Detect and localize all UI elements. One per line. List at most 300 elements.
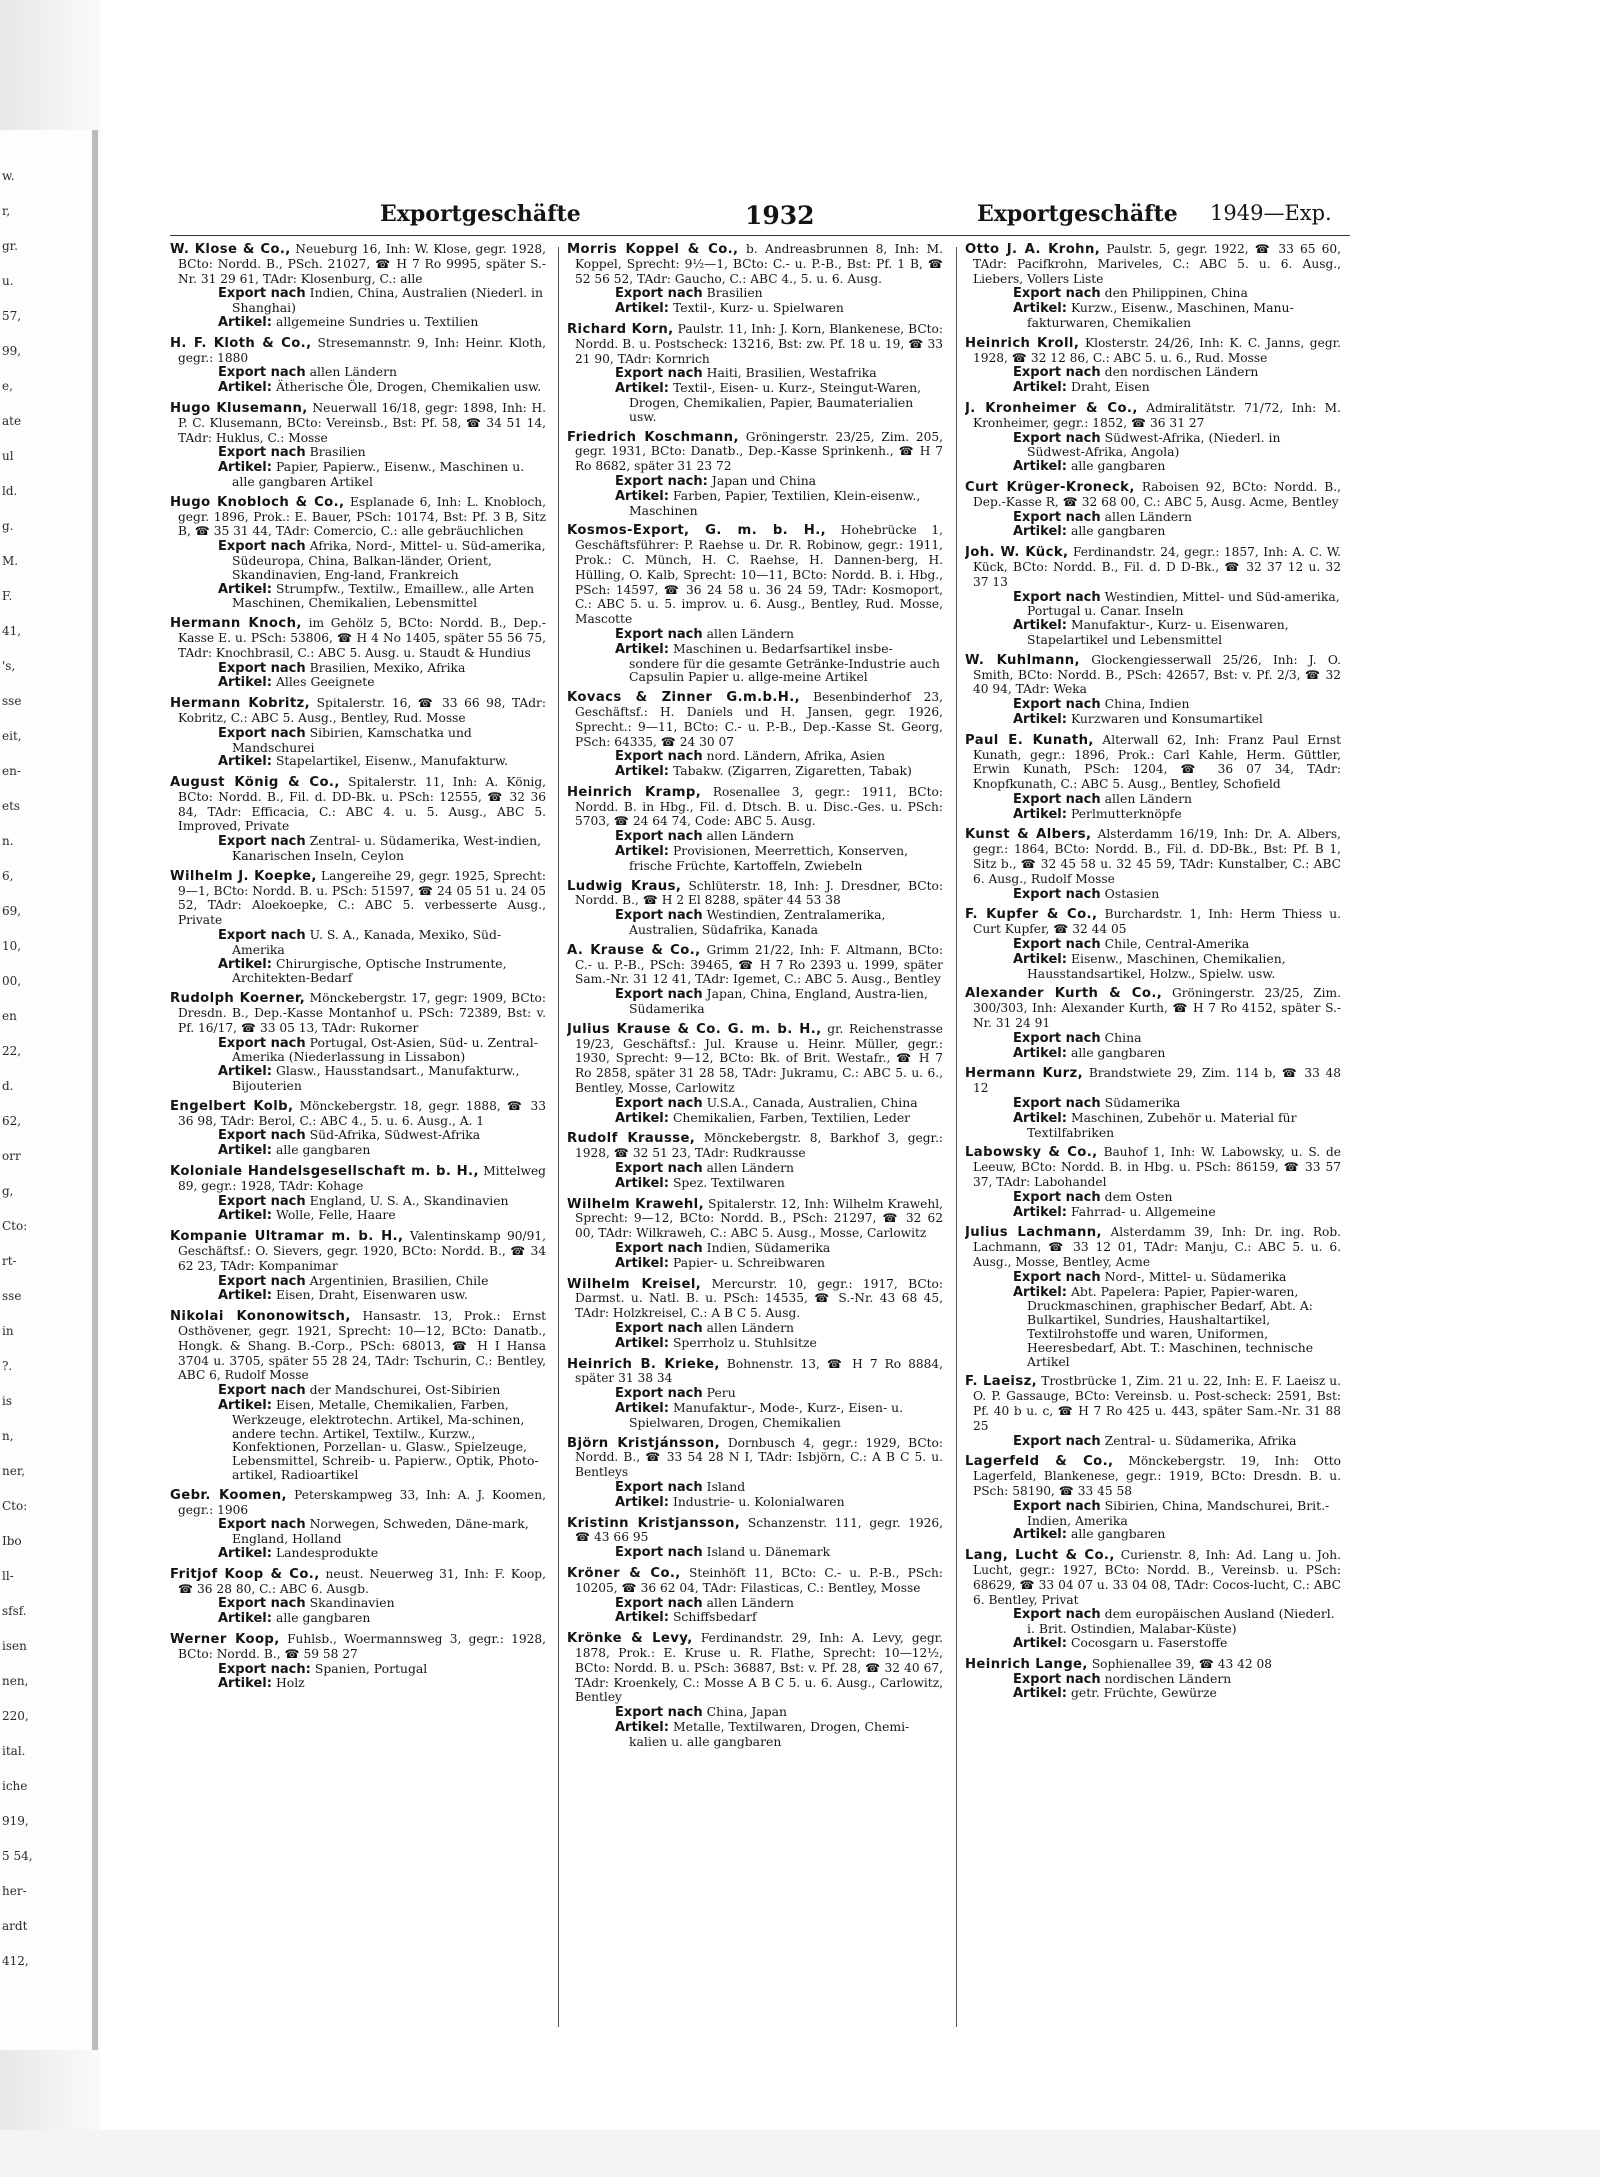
entry-line: [170, 1064, 546, 1093]
entry-heading: [170, 1099, 546, 1129]
line-text: Farben, Papier, Textilien, Klein-eisenw., Maschinen: [629, 487, 921, 518]
company-details: gr. Reichenstrasse 19/23, Geschäftsf.: Jul. Krause u. Heinr. Müller, gegr.: 1930, Sprecht: 9—12, BCto: Bk. of Brit. Westafr., ☎ H 7 Ro 2858, später 31 28 58, TAdr: Jukramu, C.: ABC 5. u. 6., Bentley, Mosse, Carlowitz: [575, 1021, 943, 1096]
line-label: Export nach: [1013, 430, 1101, 446]
company-details: Raboisen 92, BCto: Nordd. B., Dep.-Kasse R, ☎ 32 68 00, C.: ABC 5, Ausg. Acme, Bentley: [973, 479, 1341, 509]
line-label: Export nach: [218, 365, 306, 381]
company-name: Heinrich Kramp,: [567, 784, 702, 800]
line-label: Export nach: [615, 286, 703, 302]
prev-page-fragment: 220,: [2, 1709, 29, 1723]
entry-heading: [170, 869, 546, 928]
prev-page-fragment: ets: [2, 799, 21, 813]
line-label: Artikel:: [1013, 524, 1067, 540]
company-entry: [965, 1548, 1341, 1651]
line-label: Artikel:: [218, 1676, 272, 1692]
entry-line: [965, 952, 1341, 981]
prev-page-fragment: en: [2, 1009, 17, 1023]
company-details: Trostbrücke 1, Zim. 21 u. 22, Inh: E. F. Laeisz u. O. P. Gassauge, BCto: Vereinsb. u. Post-scheck: 2591, Bst: Pf. 40 b u. c, ☎ H 7 Ro 425 u. 443, später Sam.-Nr. 31 88 25: [973, 1374, 1341, 1433]
company-details: Schanzenstr. 111, gegr. 1926, ☎ 43 66 95: [575, 1515, 943, 1545]
prev-page-fragment: 412,: [2, 1954, 29, 1968]
entry-line: [567, 1480, 943, 1495]
entry-line: [965, 1636, 1341, 1651]
company-details: Rosenallee 3, gegr.: 1911, BCto: Nordd. B. in Hbg., Fil. d. Dtsch. B. u. Disc.-Ges. u. PSch: 5703, ☎ 24 64 74, Code: ABC 5. Ausg.: [575, 784, 943, 829]
entry-line: [965, 1607, 1341, 1636]
company-entry: [170, 1309, 546, 1482]
line-label: Artikel:: [615, 844, 669, 860]
entry-line: [567, 1610, 943, 1625]
entry-line: [965, 1096, 1341, 1111]
entry-line: [170, 286, 546, 315]
entry-line: [567, 1321, 943, 1336]
line-label: Artikel:: [218, 956, 272, 972]
entry-line: [170, 1128, 546, 1143]
prev-page-fragment: in: [2, 1324, 14, 1338]
company-name: Wilhelm J. Koepke,: [170, 868, 317, 884]
company-details: Ferdinandstr. 29, Inh: A. Levy, gegr. 1878, Prok.: E. Kruse u. R. Flathe, Sprecht: 10—12½, BCto: Nordd. B. u. PSch: 36887, Bst: v. Pf. 28, ☎ 32 40 67, TAdr: Kroenkely, C.: Mosse A B C 5. u. 6. Ausg., Carlowitz, Bentley: [575, 1631, 943, 1705]
page-header: [170, 195, 1350, 236]
company-details: Paulstr. 5, gegr. 1922, ☎ 33 65 60, TAdr: Pacifkrohn, Mariveles, C.: ABC 5. u. 6. Ausg., Liebers, Vollers Liste: [973, 242, 1341, 286]
entry-line: [965, 1270, 1341, 1285]
company-entry: [567, 1022, 943, 1126]
entry-heading: [965, 1374, 1341, 1433]
line-text: Papier- u. Schreibwaren: [672, 1254, 826, 1270]
entry-line: [965, 510, 1341, 525]
company-entry: [965, 1454, 1341, 1542]
company-entry: [965, 1145, 1341, 1219]
entry-line: [567, 908, 943, 937]
line-label: Artikel:: [218, 1143, 272, 1159]
prev-page-fragment: sse: [2, 1289, 22, 1303]
line-text: Sibirien, Kamschatka und Mandschurei: [232, 724, 472, 755]
company-name: Joh. W. Kück,: [965, 545, 1069, 561]
entry-line: [965, 618, 1341, 647]
line-text: Perlmutterknöpfe: [1070, 805, 1182, 821]
line-text: Peru: [706, 1385, 736, 1401]
company-entry: [965, 1066, 1341, 1139]
prev-page-fragment: 6,: [2, 869, 14, 883]
company-entry: [567, 430, 943, 518]
prev-page-fragment: 's,: [2, 659, 16, 673]
line-text: Argentinien, Brasilien, Chile: [309, 1272, 489, 1288]
entry-heading: [567, 1357, 943, 1387]
company-entry: [965, 827, 1341, 901]
line-label: Artikel:: [218, 380, 272, 396]
entry-line: [965, 1672, 1341, 1687]
line-label: Export nach: [218, 539, 306, 555]
header-left-title: Exportgeschäfte: [380, 201, 581, 227]
company-name: Gebr. Koomen,: [170, 1487, 287, 1503]
entry-heading: [965, 1657, 1341, 1672]
entry-line: [170, 1676, 546, 1691]
company-entry: [170, 1567, 546, 1626]
entry-line: [567, 1386, 943, 1401]
entry-line: [170, 1611, 546, 1626]
line-text: nord. Ländern, Afrika, Asien: [706, 748, 886, 764]
entry-line: [965, 590, 1341, 619]
entry-line: [965, 887, 1341, 902]
entry-heading: [965, 242, 1341, 286]
entry-heading: [965, 1066, 1341, 1096]
line-text: Kurzwaren und Konsumartikel: [1070, 710, 1263, 726]
line-text: Eisenw., Maschinen, Chemikalien, Hausstandsartikel, Holzw., Spielw. usw.: [1027, 950, 1286, 981]
line-label: Artikel:: [1013, 1045, 1067, 1061]
previous-page-edge: [0, 130, 95, 2050]
line-label: Artikel:: [615, 488, 669, 504]
entry-line: [170, 1288, 546, 1303]
company-name: Ludwig Kraus,: [567, 878, 682, 894]
line-label: Artikel:: [218, 1611, 272, 1627]
line-text: Ätherische Öle, Drogen, Chemikalien usw.: [275, 379, 542, 395]
entry-heading: [567, 1631, 943, 1705]
prev-page-fragment: M.: [2, 554, 19, 568]
line-text: Südamerika: [1104, 1095, 1181, 1111]
line-text: Japan, China, England, Austra-lien, Südamerika: [629, 986, 928, 1017]
line-label: Artikel:: [1013, 618, 1067, 634]
company-name: Wilhelm Krawehl,: [567, 1196, 704, 1212]
entry-line: [567, 1256, 943, 1271]
prev-page-fragment: en-: [2, 764, 21, 778]
entry-line: [567, 286, 943, 301]
prev-page-fragment: sfsf.: [2, 1604, 27, 1618]
entry-line: [567, 1401, 943, 1430]
company-name: J. Kronheimer & Co.,: [965, 400, 1138, 416]
entry-heading: [567, 1022, 943, 1096]
company-name: Heinrich Lange,: [965, 1656, 1088, 1672]
line-text: Eisen, Draht, Eisenwaren usw.: [275, 1287, 468, 1303]
prev-page-fragment: ld.: [2, 484, 18, 498]
line-text: Island u. Dänemark: [706, 1544, 831, 1560]
entry-line: [567, 1545, 943, 1560]
line-text: U.S.A., Canada, Australien, China: [706, 1094, 918, 1110]
line-text: Kurzw., Eisenw., Maschinen, Manu-fakturwaren, Chemikalien: [1027, 300, 1294, 330]
line-label: Export nach: [615, 1320, 703, 1336]
entry-heading: [170, 1632, 546, 1662]
company-entry: [170, 991, 546, 1093]
company-details: Spitalerstr. 12, Inh: Wilhelm Krawehl, Sprecht: 9—12, BCto: Nordd. B., PSch: 21297, ☎ 32 62 00, TAdr: Wilkraweh, C.: ABC 5. Ausg., Mosse, Carlowitz: [575, 1196, 943, 1241]
entry-line: [965, 1111, 1341, 1140]
entry-line: [965, 1205, 1341, 1220]
entry-line: [965, 1527, 1341, 1542]
entry-line: [567, 829, 943, 844]
entry-line: [567, 1096, 943, 1111]
line-label: Artikel:: [218, 675, 272, 691]
company-name: A. Krause & Co.,: [567, 942, 701, 958]
line-text: alle gangbaren: [1070, 1044, 1166, 1060]
line-text: Ostasien: [1104, 885, 1160, 901]
entry-line: [965, 380, 1341, 395]
line-text: Strumpfw., Textilw., Emaillew., alle Arten Maschinen, Chemikalien, Lebensmittel: [232, 580, 535, 611]
line-text: Chemikalien, Farben, Textilien, Leder: [672, 1109, 911, 1125]
company-name: Morris Koppel & Co.,: [567, 242, 739, 257]
entry-line: [567, 987, 943, 1016]
line-label: Artikel:: [1013, 380, 1067, 396]
line-label: Export nach:: [218, 1661, 311, 1677]
line-text: allen Ländern: [706, 1160, 794, 1176]
entry-line: [965, 1686, 1341, 1701]
entry-line: [170, 675, 546, 690]
company-name: F. Kupfer & Co.,: [965, 907, 1098, 923]
company-entry: [567, 1436, 943, 1510]
company-entry: [567, 1516, 943, 1560]
line-label: Artikel:: [218, 460, 272, 476]
company-details: Dornbusch 4, gegr.: 1929, BCto: Nordd. B., ☎ 33 54 28 N I, TAdr: Isbjörn, C.: A B C 5. u. Bentleys: [575, 1435, 943, 1480]
column-area: [170, 242, 1350, 2022]
entry-heading: [567, 242, 943, 286]
line-label: Artikel:: [1013, 459, 1067, 475]
line-text: alle gangbaren: [1070, 458, 1166, 474]
company-name: Krönke & Levy,: [567, 1631, 693, 1647]
entry-heading: [567, 943, 943, 987]
line-text: allen Ländern: [706, 1594, 794, 1610]
line-label: Export nach: [615, 626, 703, 642]
prev-page-fragment: 69,: [2, 904, 22, 918]
company-details: Mönckebergstr. 19, Inh: Otto Lagerfeld, Blankenese, gegr.: 1919, BCto: Dresdn. B. u. PSch: 58190, ☎ 33 45 58: [973, 1454, 1341, 1498]
company-entry: [567, 785, 943, 873]
line-label: Artikel:: [1013, 1635, 1067, 1651]
line-label: Artikel:: [1013, 711, 1067, 727]
entry-line: [567, 1720, 943, 1749]
entry-heading: [965, 653, 1341, 697]
company-entry: [965, 986, 1341, 1060]
entry-heading: [965, 480, 1341, 510]
entry-heading: [170, 775, 546, 834]
company-entry: [170, 401, 546, 489]
entry-line: [965, 1031, 1341, 1046]
line-text: Westindien, Mittel- und Süd-amerika, Portugal u. Canar. Inseln: [1027, 588, 1340, 619]
company-details: im Gehölz 5, BCto: Nordd. B., Dep.-Kasse E. u. PSch: 53806, ☎ H 4 No 1405, später 55 56 75, TAdr: Knochbrasil, C.: ABC 5. Ausg. u. Staudt & Hundius: [178, 616, 546, 660]
book-gutter: [92, 130, 98, 2050]
company-name: Hermann Knoch,: [170, 616, 302, 632]
entry-line: [170, 957, 546, 986]
line-label: Artikel:: [615, 1400, 669, 1416]
prev-page-fragment: 5 54,: [2, 1849, 33, 1863]
line-label: Artikel:: [1013, 1110, 1067, 1126]
company-entry: [567, 242, 943, 316]
line-label: Export nach: [615, 366, 703, 382]
line-text: allen Ländern: [706, 1319, 794, 1335]
prev-page-fragment: sse: [2, 694, 22, 708]
line-text: Chirurgische, Optische Instrumente, Architekten-Bedarf: [232, 955, 507, 986]
company-entry: [170, 1632, 546, 1691]
entry-heading: [170, 1229, 546, 1273]
page-number: 1932: [745, 201, 815, 230]
entry-heading: [965, 1145, 1341, 1189]
company-entry: [567, 943, 943, 1016]
company-details: Mittelweg 89, gegr.: 1928, TAdr: Kohage: [178, 1164, 546, 1193]
company-details: Spitalerstr. 16, ☎ 33 66 98, TAdr: Kobritz, C.: ABC 5. Ausg., Bentley, Rud. Mosse: [178, 696, 546, 725]
entry-line: [567, 489, 943, 518]
company-entry: [965, 480, 1341, 539]
entry-heading: [567, 1197, 943, 1241]
entry-line: [567, 301, 943, 316]
company-entry: [965, 545, 1341, 647]
company-details: Langereihe 29, gegr. 1925, Sprecht: 9—1, BCto: Nordd. B. u. PSch: 51597, ☎ 24 05 51 u. 24 05 52, TAdr: Aloekoepke, C.: ABC 5. verbesserte Ausg., Private: [178, 868, 546, 928]
line-label: Export nach: [1013, 1671, 1101, 1687]
line-label: Export nach: [1013, 1189, 1101, 1205]
company-name: Paul E. Kunath,: [965, 732, 1094, 748]
line-label: Artikel:: [615, 1175, 669, 1191]
prev-page-fragment: 41,: [2, 624, 22, 638]
prev-page-fragment: e,: [2, 379, 13, 393]
entry-line: [170, 1274, 546, 1289]
prev-page-fragment: ner,: [2, 1464, 26, 1478]
line-text: Glasw., Hausstandsart., Manufakturw., Bijouterien: [232, 1063, 520, 1094]
line-text: Afrika, Nord-, Mittel- u. Süd-amerika, Südeuropa, China, Balkan-länder, Orient, Skandinavien, Eng-land, Frankreich: [232, 538, 546, 582]
company-name: Hugo Knobloch & Co.,: [170, 494, 345, 510]
line-label: Export nach: [615, 1705, 703, 1721]
line-label: Export nach: [1013, 791, 1101, 807]
entry-line: [170, 661, 546, 676]
prev-page-fragment: ital.: [2, 1744, 26, 1758]
company-details: Mönckebergstr. 8, Barkhof 3, gegr.: 1928, ☎ 32 51 23, TAdr: Rudkrausse: [575, 1131, 943, 1161]
entry-line: [965, 937, 1341, 952]
company-details: Bohnenstr. 13, ☎ H 7 Ro 8884, später 31 38 34: [575, 1356, 943, 1386]
company-name: Rudolph Koerner,: [170, 991, 306, 1007]
line-text: U. S. A., Kanada, Mexiko, Süd-Amerika: [232, 927, 502, 957]
entry-line: [965, 365, 1341, 380]
line-label: Artikel:: [1013, 806, 1067, 822]
line-text: Brasilien: [706, 285, 763, 301]
line-text: Spez. Textilwaren: [672, 1174, 785, 1190]
entry-heading: [965, 1225, 1341, 1269]
line-text: Nord-, Mittel- u. Südamerika: [1104, 1268, 1287, 1284]
company-name: Richard Korn,: [567, 321, 674, 337]
line-text: Japan und China: [711, 472, 817, 488]
company-name: Kröner & Co.,: [567, 1565, 681, 1581]
entry-heading: [170, 991, 546, 1035]
company-entry: [170, 775, 546, 863]
line-label: Export nach: [218, 1596, 306, 1612]
line-label: Export nach: [218, 286, 306, 302]
line-label: Artikel:: [615, 641, 669, 657]
entry-line: [170, 834, 546, 863]
company-details: Glockengiesserwall 25/26, Inh: J. O. Smith, BCto: Nordd. B., PSch: 42657, Bst: v. Pf. 2/3, ☎ 32 40 94, TAdr: Weka: [973, 652, 1341, 697]
prev-page-fragment: 99,: [2, 344, 22, 358]
line-text: Abt. Papelera: Papier, Papier-waren, Druckmaschinen, graphischer Bedarf, Abt. A: Bulkartikel, Sundries, Haushaltartikel, Textilrohstoffe und waren, Uniformen, Heeresbedarf, Abt. T.: Maschinen, technische Artikel: [1027, 1283, 1314, 1369]
company-entry: [567, 1357, 943, 1430]
entry-heading: [965, 1548, 1341, 1607]
entry-line: [170, 1208, 546, 1223]
line-text: getr. Früchte, Gewürze: [1070, 1685, 1217, 1701]
entry-heading: [567, 690, 943, 749]
line-label: Artikel:: [218, 1064, 272, 1080]
line-label: Artikel:: [218, 581, 272, 597]
line-text: Manufaktur-, Mode-, Kurz-, Eisen- u. Spielwaren, Drogen, Chemikalien: [629, 1399, 904, 1430]
line-label: Export nach: [218, 928, 306, 944]
line-label: Export nach: [1013, 1607, 1101, 1623]
entry-line: [567, 749, 943, 764]
directory-page: [170, 195, 1350, 2025]
entry-heading: [965, 545, 1341, 589]
company-entry: [567, 1197, 943, 1271]
line-text: Brasilien, Mexiko, Afrika: [309, 659, 466, 675]
entry-line: [170, 1517, 546, 1546]
line-label: Export nach: [615, 987, 703, 1003]
line-text: Cocosgarn u. Faserstoffe: [1070, 1634, 1228, 1650]
line-label: Export nach: [615, 829, 703, 845]
company-name: Hugo Klusemann,: [170, 400, 308, 416]
line-text: dem europäischen Ausland (Niederl. i. Brit. Ostindien, Malabar-Küste): [1027, 1606, 1335, 1637]
line-label: Artikel:: [218, 754, 272, 770]
prev-page-fragment: iche: [2, 1779, 28, 1793]
company-entry: [170, 1488, 546, 1561]
line-text: Textil-, Kurz- u. Spielwaren: [672, 300, 844, 316]
line-label: Artikel:: [218, 1397, 272, 1413]
line-text: Tabakw. (Zigarren, Zigaretten, Tabak): [672, 763, 912, 779]
line-label: Export nach: [1013, 697, 1101, 713]
company-details: Fuhlsb., Woermannsweg 3, gegr.: 1928, BCto: Nordd. B., ☎ 59 58 27: [178, 1631, 546, 1661]
line-text: alle gangbaren: [1070, 523, 1166, 539]
line-label: Artikel:: [615, 1719, 669, 1735]
entry-heading: [567, 1131, 943, 1161]
line-label: Export nach: [218, 1035, 306, 1051]
prev-page-fragment: ll-: [2, 1569, 14, 1583]
company-details: Stresemannstr. 9, Inh: Heinr. Kloth, gegr.: 1880: [178, 335, 546, 365]
entry-line: [567, 1161, 943, 1176]
prev-page-fragment: nen,: [2, 1674, 29, 1688]
prev-page-fragment: w.: [2, 169, 15, 183]
line-label: Export nach:: [615, 473, 708, 489]
entry-line: [170, 1143, 546, 1158]
company-entry: [170, 1099, 546, 1158]
prev-page-fragment: d.: [2, 1079, 14, 1093]
entry-heading: [567, 1277, 943, 1321]
company-name: Labowsky & Co.,: [965, 1145, 1098, 1161]
company-details: Steinhöft 11, BCto: C.- u. P.-B., PSch: 10205, ☎ 36 62 04, TAdr: Filasticas, C.: Bentley, Mosse: [575, 1565, 943, 1595]
company-details: Klosterstr. 24/26, Inh: K. C. Janns, gegr. 1928, ☎ 32 12 86, C.: ABC 5. u. 6., Rud. Mosse: [973, 335, 1341, 365]
company-name: W. Klose & Co.,: [170, 242, 291, 257]
company-name: Fritjof Koop & Co.,: [170, 1566, 320, 1582]
line-text: Chile, Central-Amerika: [1104, 936, 1250, 952]
company-details: Ferdinandstr. 24, gegr.: 1857, Inh: A. C. W. Kück, BCto: Nordd. B., Fil. d. D D-Bk., ☎ 32 37 12 u. 32 37 13: [973, 545, 1341, 589]
entry-heading: [965, 986, 1341, 1030]
line-label: Artikel:: [615, 301, 669, 317]
company-entry: [965, 336, 1341, 395]
entry-line: [170, 315, 546, 330]
entry-heading: [170, 242, 546, 286]
entry-heading: [567, 1566, 943, 1596]
line-label: Artikel:: [218, 1545, 272, 1561]
line-label: Artikel:: [218, 1208, 272, 1224]
line-label: Artikel:: [218, 1288, 272, 1304]
line-text: Stapelartikel, Eisenw., Manufakturw.: [275, 753, 509, 769]
line-label: Artikel:: [615, 1610, 669, 1626]
line-text: Draht, Eisen: [1070, 379, 1150, 395]
prev-page-fragment: r,: [2, 204, 11, 218]
line-label: Export nach: [218, 1128, 306, 1144]
prev-page-fragment: n,: [2, 1429, 14, 1443]
prev-page-fragment: her-: [2, 1884, 27, 1898]
entry-heading: [170, 1309, 546, 1383]
line-label: Artikel:: [1013, 1527, 1067, 1543]
line-text: Norwegen, Schweden, Däne-mark, England, Holland: [232, 1516, 529, 1547]
company-name: Werner Koop,: [170, 1631, 280, 1647]
line-label: Export nach: [615, 1161, 703, 1177]
prev-page-fragment: u.: [2, 274, 14, 288]
entry-line: [567, 844, 943, 873]
company-details: Hohebrücke 1, Geschäftsführer: P. Raehse u. Dr. R. Robinow, gegr.: 1911, Prok.: C. Münch, H. C. Raehse, H. Dannen-berg, H. Hülling, O. Kalb, Sprecht: 10—11, BCto: Nordd. B. i. Hbg., PSch: 14597, ☎ 36 24 58 u. 36 24 59, TAdr: Kosmoport, C.: ABC 5. u. 5. improv. u. 6. Ausg., Bentley, Rud. Mosse, Mascotte: [575, 523, 943, 627]
line-text: China, Japan: [706, 1704, 787, 1720]
entry-line: [965, 1046, 1341, 1061]
line-label: Export nach: [1013, 509, 1101, 525]
line-label: Artikel:: [615, 1494, 669, 1510]
company-details: Admiralitätstr. 71/72, Inh: M. Kronheimer, gegr.: 1852, ☎ 36 31 27: [973, 400, 1341, 430]
line-label: Export nach: [1013, 286, 1101, 302]
company-name: Curt Krüger-Kroneck,: [965, 479, 1135, 495]
company-name: Julius Krause & Co. G. m. b. H.,: [567, 1021, 822, 1037]
entry-heading: [965, 733, 1341, 792]
entry-line: [567, 1336, 943, 1351]
entry-line: [965, 286, 1341, 301]
